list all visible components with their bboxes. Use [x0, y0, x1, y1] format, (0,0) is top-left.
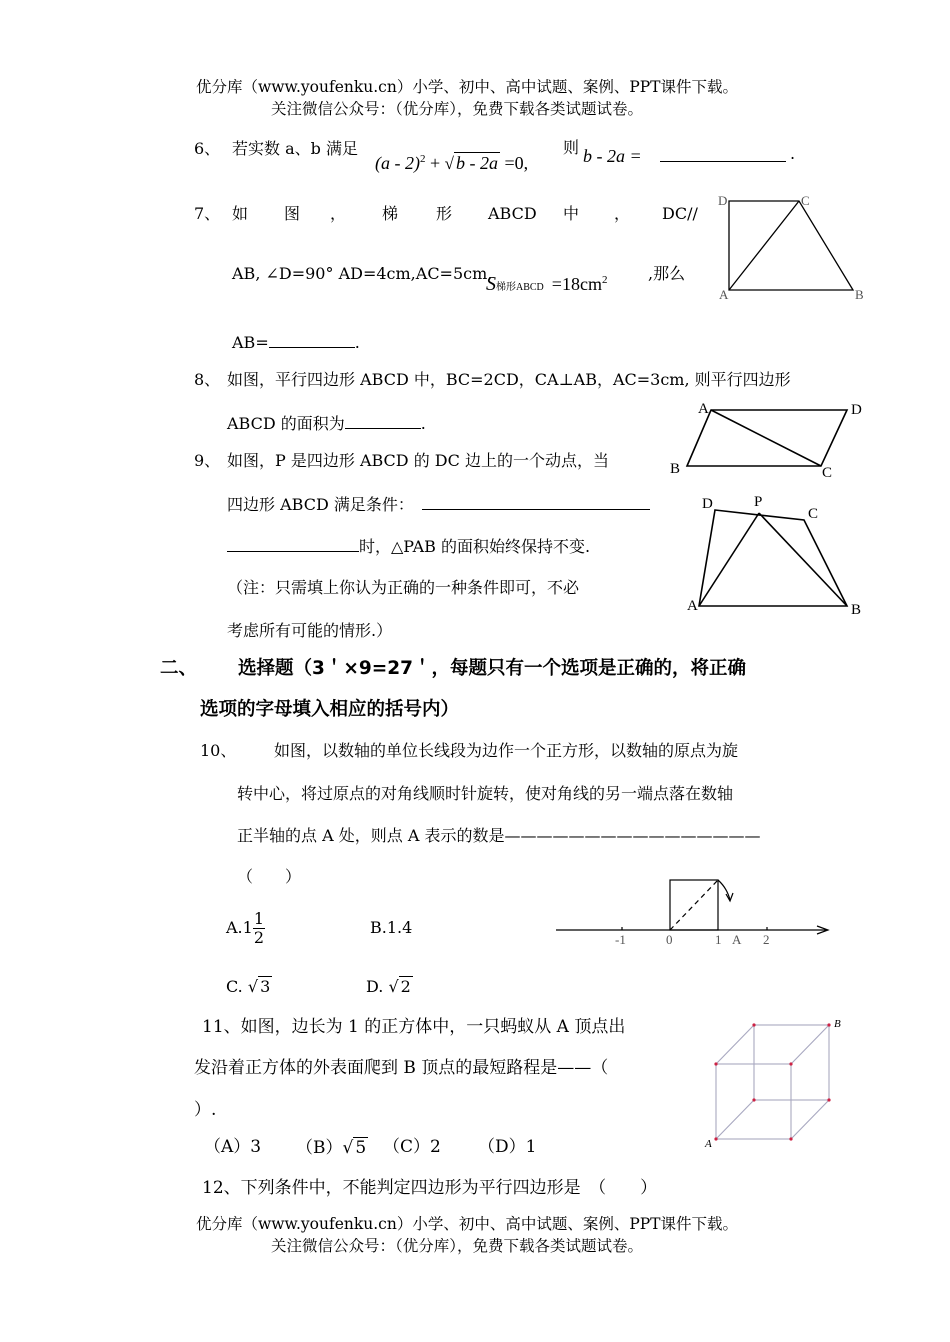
q9-label-c: C [808, 506, 819, 522]
cube-edge-4 [791, 1100, 829, 1139]
q6-formula-sup: 2 [419, 153, 426, 165]
q6-then: 则 [563, 138, 580, 157]
q8-number: 8、 [194, 370, 221, 389]
q7-word-8: ， [614, 204, 631, 223]
q7-line2-post: ,那么 [648, 264, 686, 283]
q10-line1: 如图，以数轴的单位长线段为边作一个正方形，以数轴的原点为旋 [274, 741, 739, 760]
q6-end: . [790, 144, 796, 163]
q7-word-4: 梯 [382, 204, 399, 223]
axis-label-2: 2 [763, 932, 770, 947]
q9-label-b: B [851, 602, 862, 618]
q7-label-d: D [718, 193, 728, 208]
q10-line4: （ ） [237, 867, 302, 886]
q8-label-c: C [822, 465, 833, 481]
sqrt-symbol: √ [247, 977, 259, 996]
q10-line2: 转中心，将过原点的对角线顺时针旋转，使对角线的另一端点落在数轴 [237, 784, 734, 803]
q8-label-a: A [698, 401, 709, 417]
q7-label-c: C [801, 193, 810, 208]
q7-word-2: 图 [284, 204, 301, 223]
q11-option-c[interactable]: （C）2 [383, 1137, 441, 1157]
q7-line3-label: AB= [232, 333, 269, 352]
q11-label-b: B [834, 1018, 841, 1030]
sqrt-symbol: √ [444, 154, 454, 173]
q11-option-b-rad: 5 [355, 1138, 367, 1158]
q9-line5: 考虑所有可能的情形.） [227, 621, 393, 640]
q9-line4: （注：只需填上你认为正确的一种条件即可，不必 [227, 578, 580, 597]
q10-option-a-num: 1 [253, 909, 265, 928]
footer-line-1: 优分库（www.youfenku.cn）小学、初中、高中试题、案例、PPT课件下载。 [196, 1215, 739, 1233]
cube-edge-1 [716, 1025, 754, 1064]
q7-s-sup: 2 [601, 274, 608, 286]
q8-line1: 如图，平行四边形 ABCD 中，BC=2CD，CA⊥AB，AC=3cm, 则平行四边形 [227, 370, 791, 389]
q11-option-a[interactable]: （A）3 [204, 1137, 262, 1157]
q7-line2-pre: AB, ∠D=90° AD=4cm,AC=5cm, [232, 264, 493, 283]
axis-label-0: 0 [666, 932, 673, 947]
q11-option-b-label: （B） [296, 1138, 343, 1158]
q7-label-b: B [855, 287, 864, 302]
axis-label-minus-1: -1 [615, 932, 626, 947]
q7-word-7: 中 [563, 204, 580, 223]
q7-s-eq: =18cm [551, 274, 602, 294]
cube-edge-3 [716, 1100, 754, 1139]
cube-edge-2 [791, 1025, 829, 1064]
q6-formula-rad: b - 2a [455, 153, 498, 173]
q7-number: 7、 [194, 204, 221, 223]
q9-label-p: P [754, 494, 763, 510]
header-line-1: 优分库（www.youfenku.cn）小学、初中、高中试题、案例、PPT课件下载。 [196, 78, 739, 96]
q9-number: 9、 [194, 451, 221, 470]
q10-option-a-label: A. [226, 918, 243, 937]
q7-s-letter: S [486, 273, 496, 295]
q10-option-d-label: D. [366, 977, 384, 996]
section2-line1: 选择题（3＇×9=27＇，每题只有一个选项是正确的，将正确 [238, 658, 746, 679]
q10-number: 10、 [200, 741, 237, 760]
q6-formula-plus: + [425, 153, 445, 173]
axis-label-1: 1 [715, 932, 722, 947]
q7-word-9: DC// [662, 204, 698, 223]
axis-label-a: A [732, 932, 742, 947]
q8-line2-text: ABCD 的面积为 [227, 414, 345, 433]
q7-word-6: ABCD [488, 204, 537, 223]
q7-line3-end: . [354, 333, 360, 352]
q6-formula2: b - 2a = [583, 146, 642, 166]
q6-text: 若实数 a、b 满足 [232, 139, 358, 158]
q8-label-b: B [670, 461, 681, 477]
q9-label-a: A [687, 598, 698, 614]
header-line-2: 关注微信公众号：（优分库），免费下载各类试题试卷。 [271, 100, 644, 118]
q7-word-3: ， [330, 204, 347, 223]
q10-line3: 正半轴的点 A 处，则点 A 表示的数是———————————————— [237, 826, 761, 845]
q6-formula-pre: (a - 2) [375, 153, 420, 173]
q11-line3: ）. [194, 1100, 217, 1120]
sqrt-symbol: √ [388, 977, 399, 996]
q11-label-a: A [705, 1138, 712, 1150]
q6-formula-post: =0, [499, 153, 529, 173]
q10-option-c-label: C. [226, 977, 243, 996]
q9-line3-end: 时，△PAB 的面积始终保持不变. [359, 537, 591, 556]
q8-label-d: D [851, 402, 862, 418]
q10-option-a-den: 2 [253, 928, 265, 947]
q10-option-d-rad: 2 [400, 977, 411, 996]
q7-word-5: 形 [436, 204, 453, 223]
q7-s-sub: 梯形ABCD [496, 282, 544, 293]
section2-line2: 选项的字母填入相应的括号内） [200, 699, 460, 720]
footer-line-2: 关注微信公众号：（优分库），免费下载各类试题试卷。 [271, 1237, 644, 1255]
section2-number: 二、 [160, 658, 198, 679]
sqrt-symbol: √ [342, 1138, 354, 1158]
q6-number: 6、 [194, 139, 221, 158]
q8-line2-end: . [420, 414, 426, 433]
q10-option-c-rad: 3 [260, 977, 271, 996]
q12-line1: 12、下列条件中，不能判定四边形为平行四边形是 （ ） [202, 1178, 658, 1198]
q11-line2: 发沿着正方体的外表面爬到 B 顶点的最短路程是——（ [194, 1058, 609, 1078]
q9-line1: 如图，P 是四边形 ABCD 的 DC 边上的一个动点，当 [227, 451, 609, 470]
q9-line2-text: 四边形 ABCD 满足条件： [227, 495, 414, 514]
q11-line1: 11、如图，边长为 1 的正方体中，一只蚂蚁从 A 顶点出 [202, 1017, 626, 1037]
q11-option-d[interactable]: （D）1 [478, 1137, 537, 1157]
q10-option-a-whole: 1 [242, 918, 253, 937]
q7-word-1: 如 [232, 204, 249, 223]
q7-label-a: A [719, 287, 729, 302]
q10-option-b[interactable]: B.1.4 [370, 918, 413, 937]
q9-label-d: D [702, 496, 713, 512]
